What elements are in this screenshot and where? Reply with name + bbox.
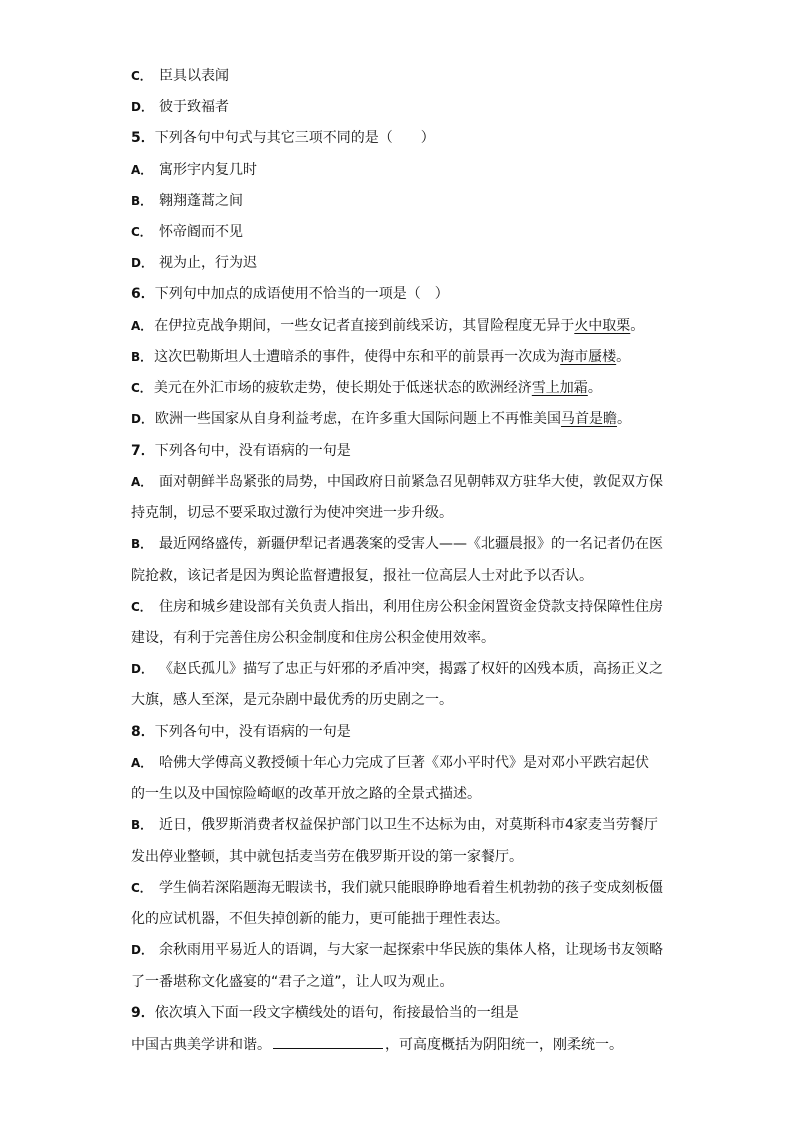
option-label: A． — [131, 319, 153, 333]
option-text: 翱翔蓬蒿之间 — [159, 193, 243, 209]
option-label: D． — [131, 943, 153, 957]
option-text: 近日，俄罗斯消费者权益保护部门以卫生不达标为由，对莫斯科市4家麦当劳餐厅 — [159, 817, 658, 833]
option-c — [131, 222, 243, 242]
option-a — [131, 472, 663, 492]
option-d — [131, 253, 257, 273]
option-d — [131, 659, 663, 679]
idiom: 火中取栗 — [574, 318, 631, 334]
option-label: A． — [131, 756, 153, 770]
option-text-end: 。 — [587, 380, 602, 396]
option-label: A． — [131, 163, 153, 177]
option-label: D． — [131, 100, 153, 114]
option-c — [131, 378, 602, 398]
option-label: D． — [131, 662, 153, 676]
idiom: 海市蜃楼 — [560, 349, 617, 365]
option-label: B． — [131, 537, 153, 551]
option-d — [131, 409, 631, 429]
option-text: 院抢救，该记者是因为舆论监督遭报复，报社一位高层人士对此予以否认。 — [131, 568, 593, 584]
option-text: 怀帝阍而不见 — [159, 224, 243, 240]
idiom: 马首是瞻 — [560, 411, 617, 427]
passage-text: 中国古典美学讲和谐。 — [131, 1037, 271, 1053]
question-9-passage — [131, 1034, 623, 1055]
option-label: D． — [131, 256, 153, 270]
option-b — [131, 347, 630, 367]
question-number: 6． — [131, 286, 155, 302]
option-b — [131, 815, 658, 835]
question-text: 下列各句中句式与其它三项不同的是（ ） — [154, 130, 435, 146]
option-label: C． — [131, 225, 152, 239]
question-8-stem — [131, 722, 351, 742]
option-text: 欧洲一些国家从自身利益考虑，在许多重大国际问题上不再惟美国 — [154, 411, 561, 427]
option-a-cont — [131, 503, 453, 523]
option-label: C． — [131, 381, 152, 395]
option-text: 发出停业整顿，其中就包括麦当劳在俄罗斯开设的第一家餐厅。 — [131, 849, 523, 865]
option-text: 最近网络盛传，新疆伊犁记者遇袭案的受害人——《北疆晨报》的一名记者仍在医 — [159, 536, 663, 552]
option-text-end: 。 — [630, 318, 645, 334]
question-5-stem — [131, 128, 435, 148]
option-text: 了一番堪称文化盛宴的“君子之道”，让人叹为观止。 — [131, 974, 454, 990]
option-b — [131, 534, 663, 554]
option-text: 哈佛大学傅高义教授倾十年心力完成了巨著《邓小平时代》是对邓小平跌宕起伏 — [159, 755, 649, 771]
option-c — [131, 597, 663, 617]
option-label: D． — [131, 412, 153, 426]
option-d-cont — [131, 690, 453, 710]
question-7-stem — [131, 441, 351, 461]
option-d-cont — [131, 972, 454, 992]
question-text: 依次填入下面一段文字横线处的语句，衔接最恰当的一组是 — [154, 1005, 519, 1021]
question-text: 下列各句中，没有语病的一句是 — [154, 443, 351, 459]
option-text: 《赵氏孤儿》描写了忠正与奸邪的矛盾冲突，揭露了权奸的凶残本质，高扬正义之 — [159, 661, 663, 677]
option-label: B． — [131, 194, 153, 208]
option-text: 余秋雨用平易近人的语调，与大家一起探索中华民族的集体人格，让现场书友领略 — [159, 942, 663, 958]
option-label: B． — [131, 350, 153, 364]
passage-text-end: ，可高度概括为阴阳统一，刚柔统一。 — [385, 1037, 623, 1053]
option-text: 学生倘若深陷题海无暇读书，我们就只能眼睁睁地看着生机勃勃的孩子变成刻板僵 — [159, 880, 663, 896]
option-text: 面对朝鲜半岛紧张的局势，中国政府日前紧急召见朝韩双方驻华大使，敦促双方保 — [159, 474, 663, 490]
question-number: 9． — [131, 1005, 155, 1021]
option-label: B． — [131, 818, 153, 832]
option-text: 在伊拉克战争期间，一些女记者直接到前线采访，其冒险程度无异于 — [154, 318, 575, 334]
option-text-end: 。 — [616, 411, 631, 427]
option-text: 这次巴勒斯坦人士遭暗杀的事件，使得中东和平的前景再一次成为 — [154, 349, 561, 365]
option-b-cont — [131, 566, 593, 586]
question-text: 下列句中加点的成语使用不恰当的一项是（ ） — [154, 286, 449, 302]
option-text: 视为止，行为迟 — [159, 255, 257, 271]
option-label: C． — [131, 881, 152, 895]
option-b-cont — [131, 847, 523, 867]
idiom: 雪上加霜 — [531, 380, 588, 396]
option-c — [131, 878, 663, 898]
option-text: 臣具以表闻 — [159, 68, 229, 84]
option-label: C． — [131, 69, 152, 83]
question-number: 7． — [131, 443, 155, 459]
question-9-stem — [131, 1003, 519, 1023]
option-a — [131, 753, 649, 773]
option-label: C． — [131, 600, 152, 614]
option-text: 持克制，切忌不要采取过激行为使冲突进一步升级。 — [131, 505, 453, 521]
option-text: 的一生以及中国惊险崎岖的改革开放之路的全景式描述。 — [131, 786, 481, 802]
option-label: A． — [131, 475, 153, 489]
question-number: 5． — [131, 130, 155, 146]
option-text: 寓形宇内复几时 — [159, 162, 257, 178]
option-b — [131, 191, 243, 211]
question-number: 8． — [131, 724, 155, 740]
question-text: 下列各句中，没有语病的一句是 — [154, 724, 351, 740]
option-d — [131, 97, 229, 117]
option-a — [131, 316, 644, 336]
option-c-cont — [131, 628, 495, 648]
question-6-stem — [131, 284, 449, 304]
option-text: 建设，有利于完善住房公积金制度和住房公积金使用效率。 — [131, 630, 495, 646]
option-a-cont — [131, 784, 481, 804]
option-c — [131, 66, 229, 86]
option-a — [131, 160, 257, 180]
option-d — [131, 940, 663, 960]
option-text: 住房和城乡建设部有关负责人指出，利用住房公积金闲置资金贷款支持保障性住房 — [159, 599, 663, 615]
option-text: 大旗，感人至深，是元杂剧中最优秀的历史剧之一。 — [131, 692, 453, 708]
fill-blank — [273, 1034, 383, 1049]
option-text-end: 。 — [616, 349, 631, 365]
option-text: 彼于致福者 — [159, 99, 229, 115]
option-c-cont — [131, 909, 509, 929]
option-text: 美元在外汇市场的疲软走势，使长期处于低迷状态的欧洲经济 — [153, 380, 532, 396]
option-text: 化的应试机器，不但失掉创新的能力，更可能拙于理性表达。 — [131, 911, 509, 927]
